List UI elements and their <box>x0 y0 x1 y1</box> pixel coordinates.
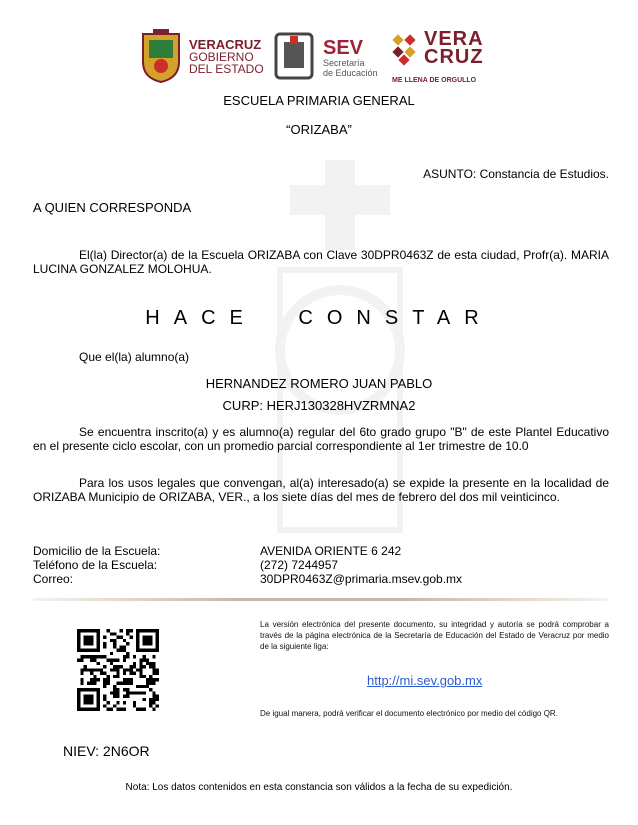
intro-paragraph: El(la) Director(a) de la Escuela ORIZABA con Clave 30DPR0463Z de esta ciudad, Profr(a). MARIA LUCINA GONZALEZ MOLOHUA. <box>33 248 609 276</box>
hace-constar-heading: HACE CONSTAR <box>145 307 493 329</box>
niev-code: NIEV: 2N6OR <box>63 743 150 759</box>
address-label: Domicilio de la Escuela: <box>33 544 161 558</box>
student-name: HERNANDEZ ROMERO JUAN PABLO <box>205 376 433 391</box>
veracruz-slogan: ME LLENA DE ORGULLO <box>392 77 477 84</box>
gob-line-2: GOBIERNO <box>189 50 254 64</box>
qr-code-icon[interactable] <box>77 629 159 711</box>
phone-label: Teléfono de la Escuela: <box>33 558 158 572</box>
veracruz-coat-of-arms-icon <box>139 28 183 84</box>
verification-link[interactable]: http://mi.sev.gob.mx <box>367 673 483 688</box>
sev-line-1: Secretaría <box>323 58 365 68</box>
sev-line-2: de Educación <box>323 68 378 78</box>
issuance-paragraph: Para los usos legales que convengan, al(a) interesado(a) se expide la presente en la localidad de ORIZABA Municipio de ORIZABA, VER., a los siete días del mes de febrero del dos mil veinticinco. <box>33 476 609 504</box>
addressee: A QUIEN CORRESPONDA <box>33 200 192 215</box>
vera-line-2: CRUZ <box>424 46 484 68</box>
section-divider <box>33 598 609 601</box>
footer-note: Nota: Los datos contenidos en esta constancia son válidos a la fecha de su expedición. <box>125 782 513 793</box>
verification-text: La versión electrónica del presente documento, su integridad y autoría se podrá comprobar a través de la página electrónica de la Secretaría de Educación del Estado de Veracruz por medio de la siguiente liga: <box>260 620 609 651</box>
sev-logo-text <box>323 38 378 78</box>
veracruz-flower-logo-icon <box>390 32 426 68</box>
student-intro: Que el(la) alumno(a) <box>79 350 190 364</box>
enrollment-paragraph: Se encuentra inscrito(a) y es alumno(a) regular del 6to grado grupo "B" de este Plantel Educativo en el presente ciclo escolar, con un promedio parcial correspondiente al 1er trimestre de 10.0 <box>33 425 609 453</box>
email-label: Correo: <box>33 572 74 586</box>
student-curp: CURP: HERJ130328HVZRMNA2 <box>222 398 416 413</box>
veracruz-wordmark <box>424 30 484 66</box>
school-name: ESCUELA PRIMARIA GENERAL <box>223 93 415 108</box>
gob-line-1: VERACRUZ <box>189 37 262 52</box>
address-value: AVENIDA ORIENTE 6 242 <box>260 544 402 558</box>
school-quoted-name: “ORIZABA” <box>286 122 352 137</box>
subject-line: ASUNTO: Constancia de Estudios. <box>423 167 609 181</box>
email-value: 30DPR0463Z@primaria.msev.gob.mx <box>260 572 463 586</box>
phone-value: (272) 7244957 <box>260 558 339 572</box>
sev-title: SEV <box>323 37 364 59</box>
gob-line-3: DEL ESTADO <box>189 62 264 76</box>
gobierno-estado-logo-text <box>189 38 264 75</box>
vera-line-1: VERA <box>424 28 484 50</box>
qr-verification-text: De igual manera, podrá verificar el documento electrónico por medio del código QR. <box>260 709 558 718</box>
mexico-eagle-seal-icon <box>272 30 316 82</box>
